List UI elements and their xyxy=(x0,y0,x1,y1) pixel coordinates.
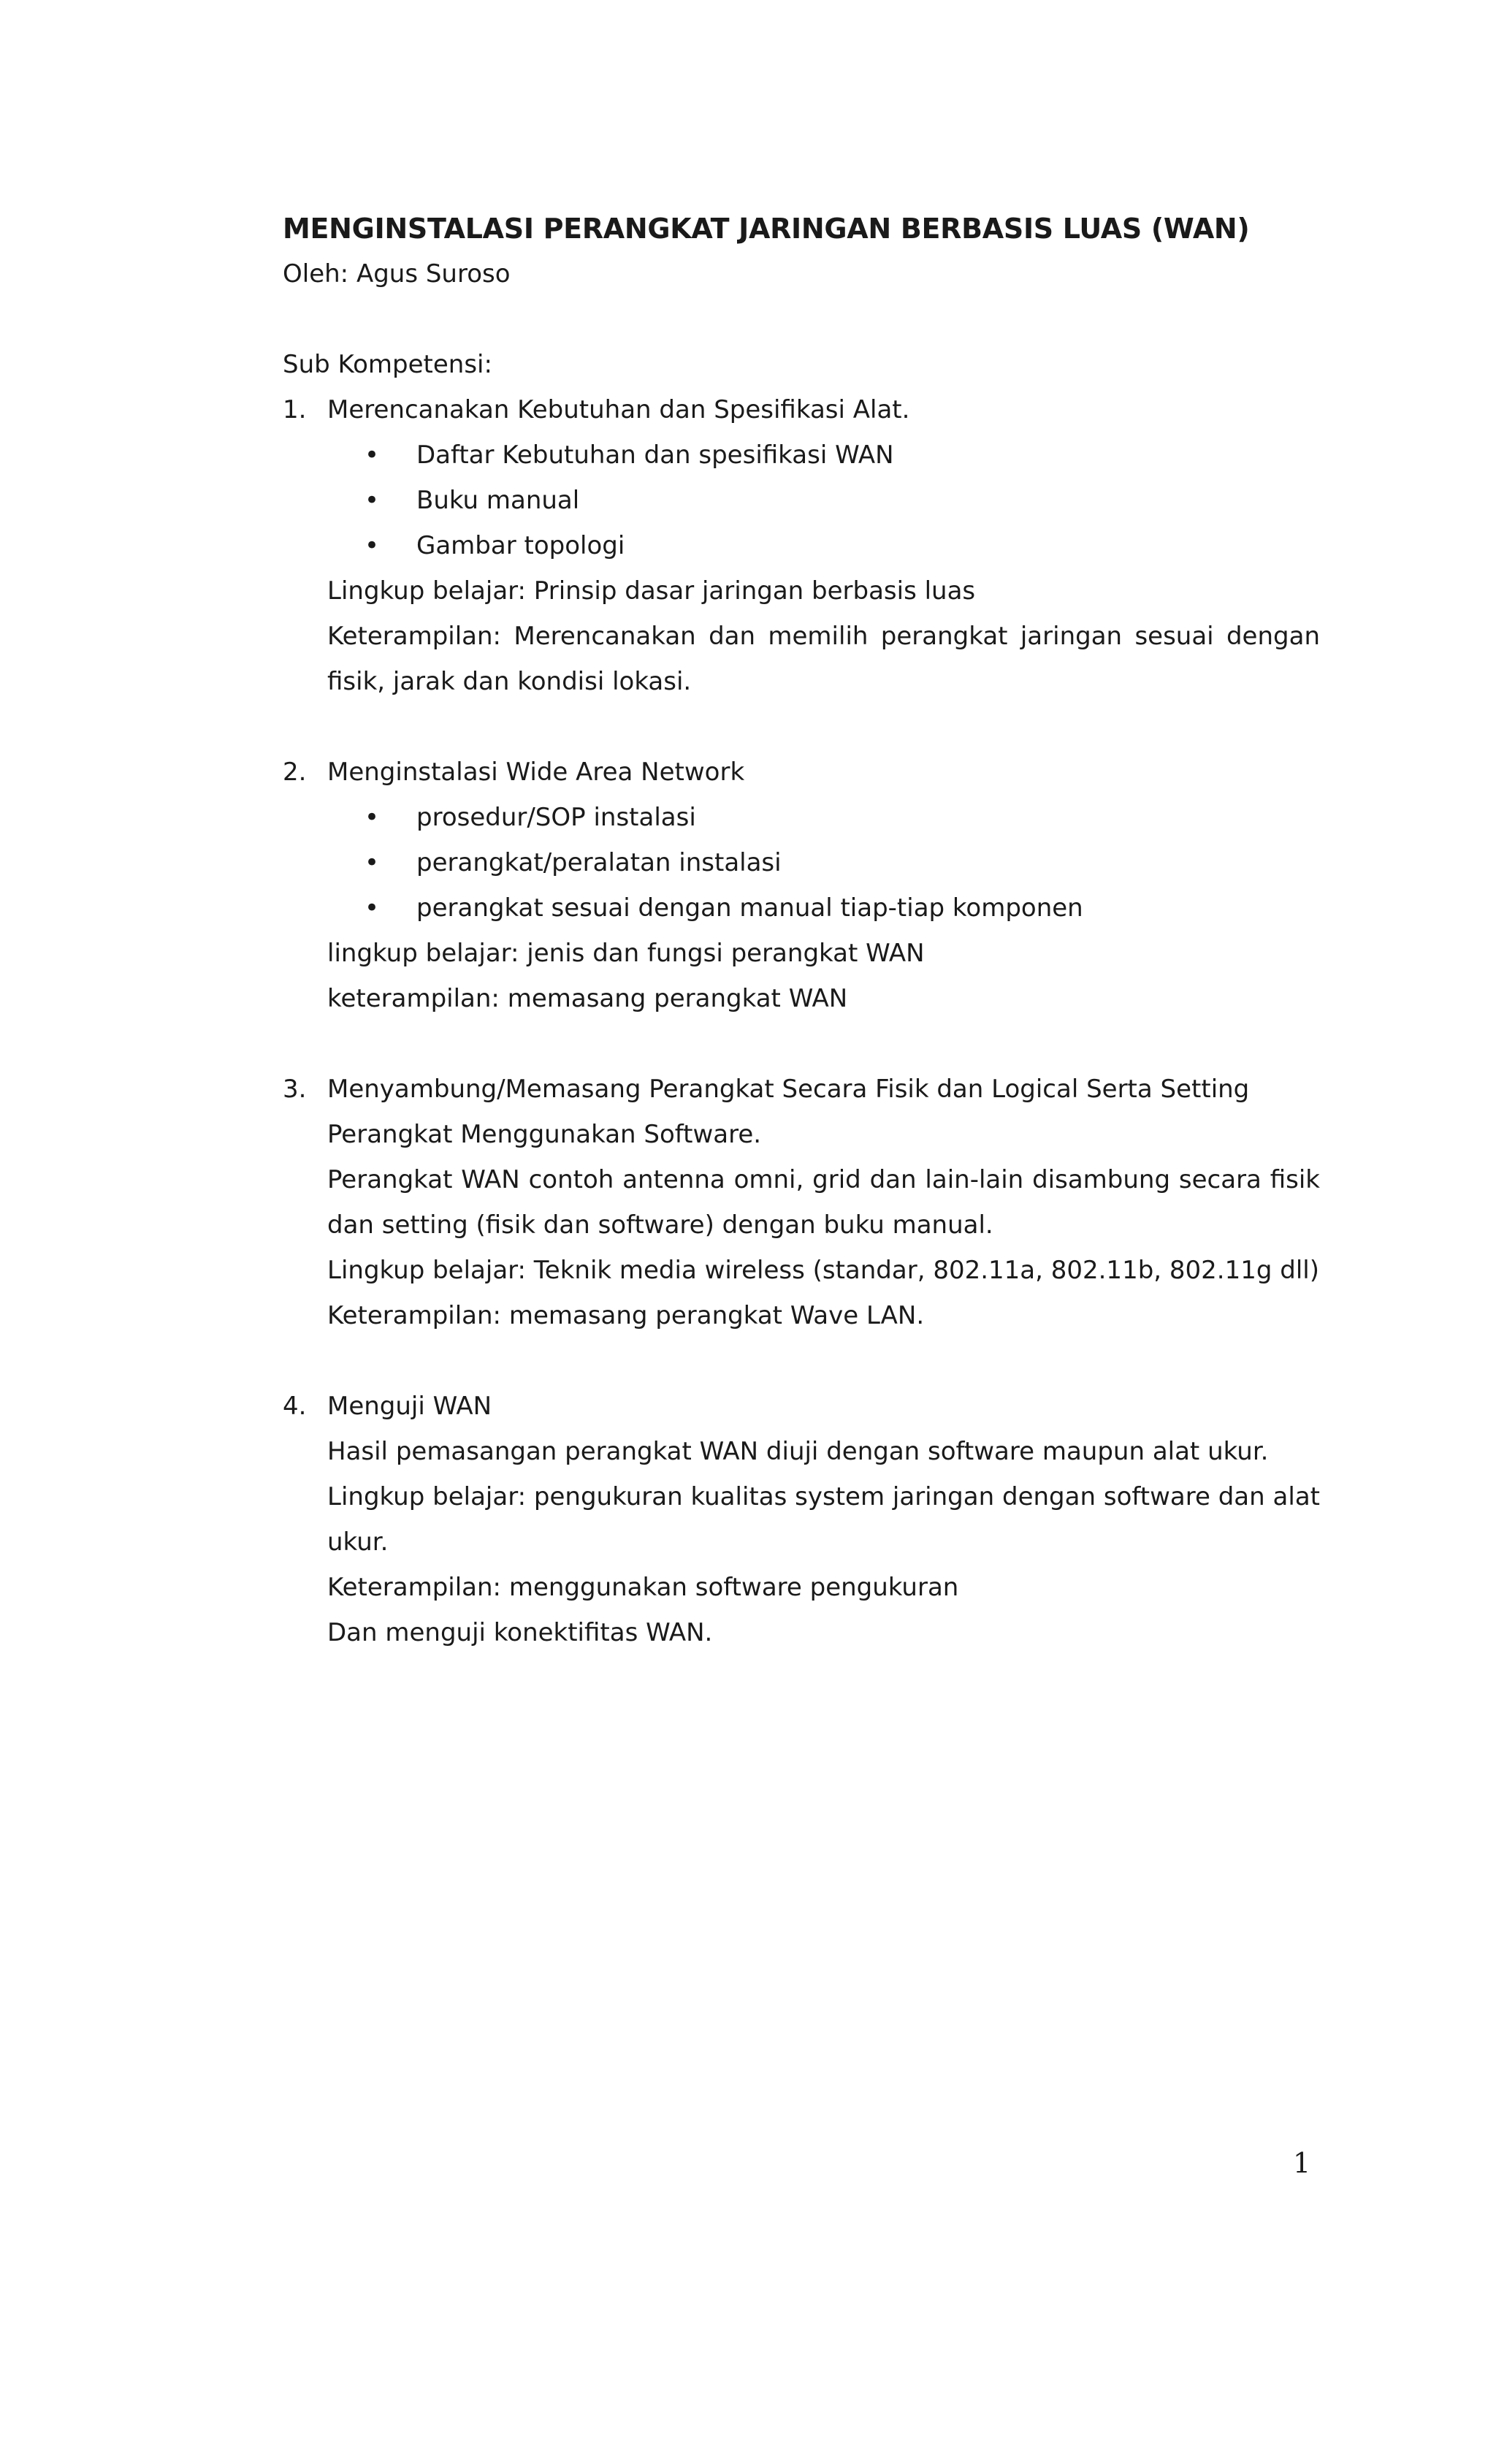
document-body xyxy=(283,206,1320,1701)
description-paragraph: Perangkat WAN contoh antenna omni, grid dan lain-lain disambung secara fisik dan setting (fisik dan software) dengan buku manual. xyxy=(327,1165,1320,1240)
section-heading xyxy=(283,750,1320,795)
section-1 xyxy=(283,387,1320,704)
section-number: 2. xyxy=(283,758,307,787)
list-item-text: perangkat sesuai dengan manual tiap-tiap komponen xyxy=(416,893,1083,923)
list-item xyxy=(327,795,1320,840)
document-author: Oleh: Agus Suroso xyxy=(283,259,511,289)
section-heading xyxy=(283,1384,1320,1429)
section-heading-text: Menginstalasi Wide Area Network xyxy=(327,758,745,787)
bullet-icon: • xyxy=(364,531,380,560)
section-4 xyxy=(283,1384,1320,1655)
list-item xyxy=(327,840,1320,885)
page-number: 1 xyxy=(1293,2147,1311,2179)
bullet-icon: • xyxy=(364,803,380,832)
skill-text: keterampilan: memasang perangkat WAN xyxy=(327,984,848,1013)
document-title: MENGINSTALASI PERANGKAT JARINGAN BERBASIS LUAS (WAN) xyxy=(283,213,1250,245)
section-heading-continued: Perangkat Menggunakan Software. xyxy=(327,1120,762,1149)
scope-text: Lingkup belajar: Prinsip dasar jaringan berbasis luas xyxy=(327,576,976,606)
bullet-icon: • xyxy=(364,893,380,923)
scope-text: Lingkup belajar: Teknik media wireless (standar, 802.11a, 802.11b, 802.11g dll) xyxy=(327,1256,1319,1285)
closing-text: Dan menguji konektifitas WAN. xyxy=(327,1618,713,1647)
skill-paragraph: Keterampilan: Merencanakan dan memilih perangkat jaringan sesuai dengan fisik, jarak dan kondisi lokasi. xyxy=(327,622,1320,696)
list-item-text: Gambar topologi xyxy=(416,531,625,560)
list-item xyxy=(327,432,1320,478)
section-3 xyxy=(283,1067,1320,1338)
list-item xyxy=(327,478,1320,523)
section-heading-text: Merencanakan Kebutuhan dan Spesifikasi Alat. xyxy=(327,395,910,424)
list-item-text: Buku manual xyxy=(416,486,580,515)
skill-text: Keterampilan: menggunakan software pengukuran xyxy=(327,1573,959,1602)
bullet-list xyxy=(283,795,1320,931)
list-item xyxy=(327,523,1320,568)
list-item-text: perangkat/peralatan instalasi xyxy=(416,848,782,877)
scope-text: lingkup belajar: jenis dan fungsi perangkat WAN xyxy=(327,939,925,968)
sub-competency-heading: Sub Kompetensi: xyxy=(283,350,492,379)
bullet-icon: • xyxy=(364,486,380,515)
bullet-list xyxy=(283,432,1320,568)
list-item xyxy=(327,885,1320,931)
scope-paragraph: Lingkup belajar: pengukuran kualitas system jaringan dengan software dan alat ukur. xyxy=(327,1482,1320,1557)
section-number: 4. xyxy=(283,1392,307,1421)
skill-text: Keterampilan: memasang perangkat Wave LAN. xyxy=(327,1301,925,1330)
list-item-text: Daftar Kebutuhan dan spesifikasi WAN xyxy=(416,440,894,470)
section-number: 3. xyxy=(283,1075,307,1104)
section-heading-text: Menguji WAN xyxy=(327,1392,492,1421)
section-2 xyxy=(283,750,1320,1021)
section-heading xyxy=(283,387,1320,432)
section-number: 1. xyxy=(283,395,307,424)
list-item-text: prosedur/SOP instalasi xyxy=(416,803,696,832)
bullet-icon: • xyxy=(364,848,380,877)
section-heading-text: Menyambung/Memasang Perangkat Secara Fisik dan Logical Serta Setting xyxy=(327,1075,1250,1104)
section-heading xyxy=(283,1067,1320,1112)
result-text: Hasil pemasangan perangkat WAN diuji dengan software maupun alat ukur. xyxy=(327,1437,1269,1466)
bullet-icon: • xyxy=(364,440,380,470)
